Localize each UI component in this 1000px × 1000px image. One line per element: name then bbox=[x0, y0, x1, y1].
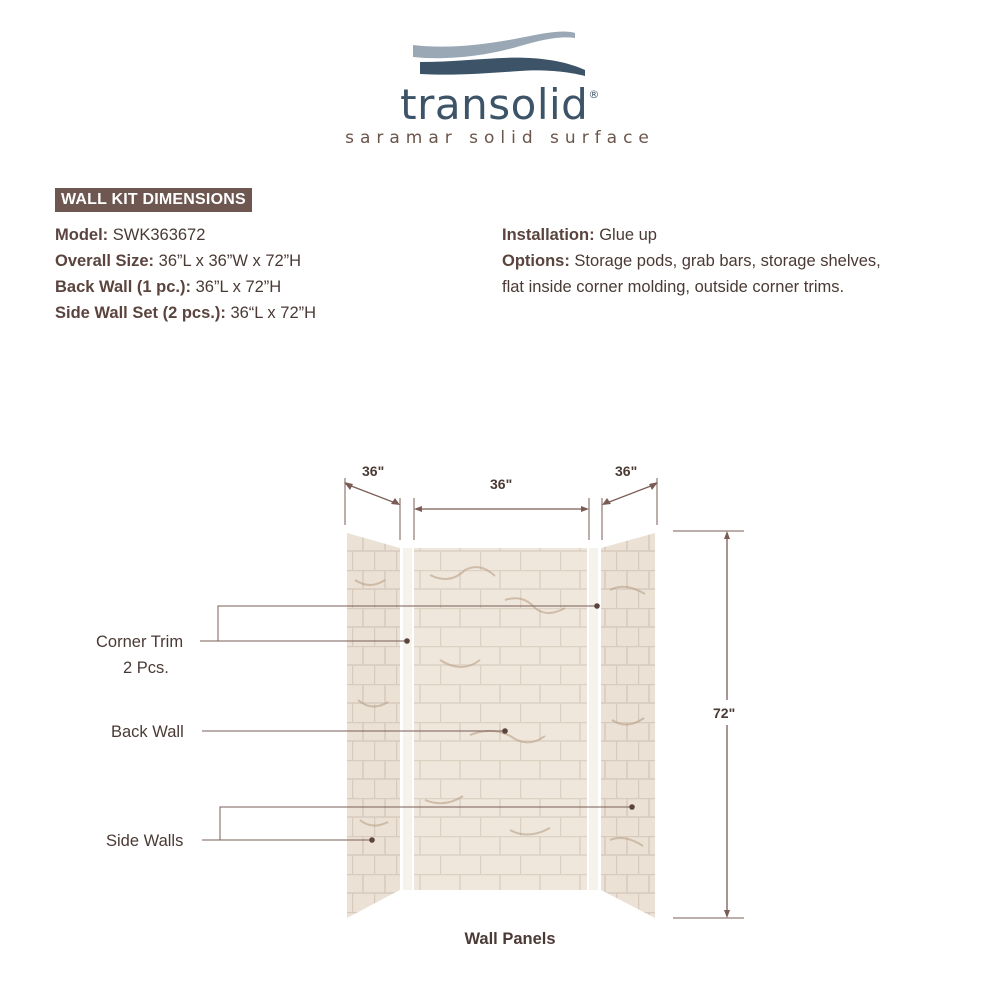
spec-back-wall: Back Wall (1 pc.): 36”L x 72”H bbox=[55, 278, 282, 296]
brand-tagline: saramar solid surface bbox=[345, 128, 655, 148]
section-heading: WALL KIT DIMENSIONS bbox=[55, 188, 252, 212]
dim-arrow-height-bottom bbox=[724, 910, 730, 918]
spec-options: Options: Storage pods, grab bars, storage shelves, flat inside corner molding, outside corner trims. bbox=[502, 252, 881, 296]
spec-model: Model: SWK363672 bbox=[55, 226, 206, 244]
label-side-walls: Side Walls bbox=[106, 832, 184, 850]
label-back-wall: Back Wall bbox=[111, 723, 184, 741]
dim-label-left: 36" bbox=[362, 463, 385, 479]
right-side-wall bbox=[601, 533, 655, 918]
specs-right bbox=[502, 222, 882, 300]
label-corner-trim-count: 2 Pcs. bbox=[123, 659, 169, 677]
dim-label-right: 36" bbox=[615, 463, 638, 479]
spec-side-wall-set: Side Wall Set (2 pcs.): 36“L x 72”H bbox=[55, 304, 317, 322]
dim-line-right bbox=[604, 484, 656, 504]
corner-trim-right bbox=[589, 548, 598, 890]
callout-dot-back-wall bbox=[502, 728, 508, 734]
brand-name: transolid® bbox=[400, 80, 600, 129]
registered-mark: ® bbox=[588, 88, 600, 101]
spec-installation: Installation: Glue up bbox=[502, 226, 657, 244]
dim-label-height: 72" bbox=[713, 705, 736, 721]
dim-label-back: 36" bbox=[490, 476, 513, 492]
corner-trim-left bbox=[403, 548, 412, 890]
left-side-wall bbox=[347, 533, 400, 918]
dim-arrow-back-b bbox=[581, 506, 589, 512]
spec-overall-size: Overall Size: 36”L x 36”W x 72”H bbox=[55, 252, 302, 270]
dim-arrow-height-top bbox=[724, 531, 730, 539]
label-corner-trim: Corner Trim bbox=[96, 633, 184, 651]
callout-dot-trim-right bbox=[594, 603, 600, 609]
callout-dot-trim-left bbox=[404, 638, 410, 644]
dim-arrow-back-a bbox=[414, 506, 422, 512]
specs-left bbox=[55, 222, 316, 326]
dim-line-left bbox=[346, 484, 398, 504]
callout-dot-side-left bbox=[369, 837, 375, 843]
diagram-caption: Wall Panels bbox=[464, 930, 556, 948]
wall-panels-diagram bbox=[0, 440, 1000, 1000]
callout-dot-side-right bbox=[629, 804, 635, 810]
back-wall-panel bbox=[414, 548, 587, 890]
